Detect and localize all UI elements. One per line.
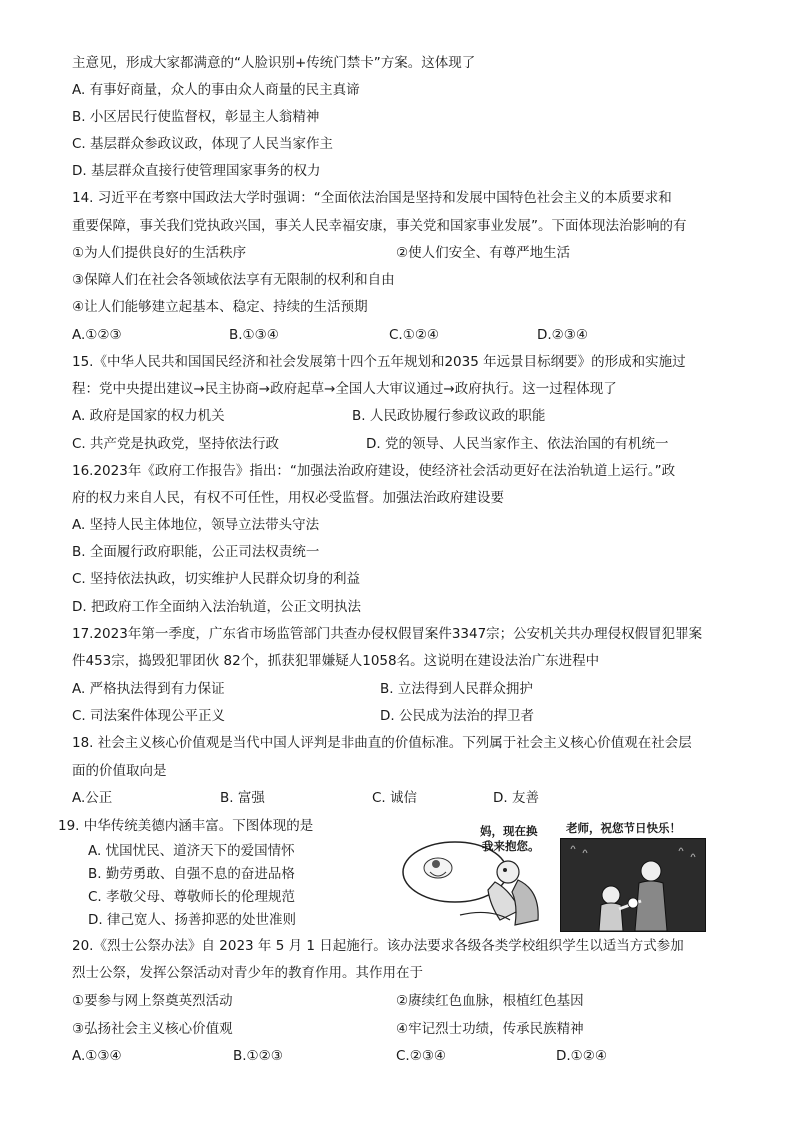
q16-option-d: D. 把政府工作全面纳入法治轨道，公正文明执法 — [72, 599, 361, 615]
q14-option-c: C.①②④ — [389, 327, 440, 343]
q14-stem-line1: 14. 习近平在考察中国政法大学时强调：“全面依法治国是坚持和发展中国特色社会主义的本质要求和 — [72, 190, 672, 206]
q15-option-a: A. 政府是国家的权力机关 — [72, 408, 225, 424]
q13-option-c: C. 基层群众参政议政，体现了人民当家作主 — [72, 136, 334, 152]
cartoon-right — [560, 838, 706, 932]
q17-option-b: B. 立法得到人民群众拥护 — [380, 681, 533, 697]
q15-option-b: B. 人民政协履行参政议政的职能 — [352, 408, 546, 424]
q14-option-b: B.①③④ — [229, 327, 279, 343]
q18-option-a: A.公正 — [72, 790, 113, 806]
q13-option-a: A. 有事好商量，众人的事由众人商量的民主真谛 — [72, 82, 360, 98]
cartoon-left-speech-line2: 我来抱您。 — [482, 839, 540, 853]
q20-statement-4: ④牢记烈士功绩，传承民族精神 — [396, 1021, 584, 1037]
q14-option-a: A.①②③ — [72, 327, 122, 343]
q20-statement-2: ②赓续红色血脉，根植红色基因 — [396, 993, 584, 1009]
q19-option-d: D. 律己宽人、扬善抑恶的处世准则 — [88, 912, 296, 928]
q18-stem-line1: 18. 社会主义核心价值观是当代中国人评判是非曲直的价值标准。下列属于社会主义核心价值观在社会层 — [72, 735, 692, 751]
q13-option-b: B. 小区居民行使监督权，彰显主人翁精神 — [72, 109, 320, 125]
cartoon-right-speech: 老师，祝您节日快乐！ — [566, 821, 681, 835]
q20-statement-1: ①要参与网上祭奠英烈活动 — [72, 993, 233, 1009]
q15-stem-line2: 程：党中央提出建议→民主协商→政府起草→全国人大审议通过→政府执行。这一过程体现了 — [72, 381, 617, 397]
cartoon-right-illustration — [561, 839, 705, 931]
q17-stem-line1: 17.2023年第一季度，广东省市场监管部门共查办侵权假冒案件3347宗；公安机关共办理侵权假冒犯罪案 — [72, 626, 703, 642]
q17-option-c: C. 司法案件体现公平正义 — [72, 708, 226, 724]
q17-option-a: A. 严格执法得到有力保证 — [72, 681, 225, 697]
q13-stem-continuation: 主意见，形成大家都满意的“人脸识别+传统门禁卡”方案。这体现了 — [72, 55, 476, 71]
q16-option-a: A. 坚持人民主体地位，领导立法带头守法 — [72, 517, 320, 533]
q15-option-d: D. 党的领导、人民当家作主、依法治国的有机统一 — [366, 436, 669, 452]
q19-option-a: A. 忧国忧民、道济天下的爱国情怀 — [88, 843, 295, 859]
q15-stem-line1: 15.《中华人民共和国国民经济和社会发展第十四个五年规划和2035 年远景目标纲要》的形成和实施过 — [72, 354, 686, 370]
q20-option-c: C.②③④ — [396, 1048, 447, 1064]
q18-option-b: B. 富强 — [220, 790, 265, 806]
q20-option-d: D.①②④ — [556, 1048, 607, 1064]
q20-option-b: B.①②③ — [233, 1048, 283, 1064]
q20-option-a: A.①③④ — [72, 1048, 122, 1064]
q16-stem-line1: 16.2023年《政府工作报告》指出：“加强法治政府建设，使经济社会活动更好在法治轨道上运行。”政 — [72, 463, 676, 479]
q19-option-c: C. 孝敬父母、尊敬师长的伦理规范 — [88, 889, 296, 905]
q20-stem-line1: 20.《烈士公祭办法》自 2023 年 5 月 1 日起施行。该办法要求各级各类学校组织学生以适当方式参加 — [72, 938, 684, 954]
q16-option-c: C. 坚持依法执政，切实维护人民群众切身的利益 — [72, 571, 361, 587]
q13-option-d: D. 基层群众直接行使管理国家事务的权力 — [72, 163, 321, 179]
q18-option-c: C. 诚信 — [372, 790, 418, 806]
q20-statement-3: ③弘扬社会主义核心价值观 — [72, 1021, 233, 1037]
q15-option-c: C. 共产党是执政党，坚持依法行政 — [72, 436, 280, 452]
cartoon-left-speech-line1: 妈，现在换 — [480, 824, 538, 838]
q14-statement-3: ③保障人们在社会各领域依法享有无限制的权利和自由 — [72, 272, 395, 288]
q14-option-d: D.②③④ — [537, 327, 588, 343]
q16-option-b: B. 全面履行政府职能，公正司法权责统一 — [72, 544, 320, 560]
q14-statement-2: ②使人们安全、有尊严地生活 — [396, 245, 571, 261]
q18-option-d: D. 友善 — [493, 790, 539, 806]
q19-stem: 19. 中华传统美德内涵丰富。下图体现的是 — [58, 818, 314, 834]
q14-stem-line2: 重要保障，事关我们党执政兴国，事关人民幸福安康，事关党和国家事业发展”。下面体现法治影响的有 — [72, 218, 687, 234]
q17-option-d: D. 公民成为法治的捍卫者 — [380, 708, 534, 724]
q16-stem-line2: 府的权力来自人民，有权不可任性，用权必受监督。加强法治政府建设要 — [72, 490, 504, 506]
q20-stem-line2: 烈士公祭，发挥公祭活动对青少年的教育作用。其作用在于 — [72, 965, 423, 981]
q18-stem-line2: 面的价值取向是 — [72, 763, 167, 779]
q14-statement-4: ④让人们能够建立起基本、稳定、持续的生活预期 — [72, 299, 368, 315]
q17-stem-line2: 件453宗，捣毁犯罪团伙 82个，抓获犯罪嫌疑人1058名。这说明在建设法治广东进程中 — [72, 653, 600, 669]
q19-option-b: B. 勤劳勇敢、自强不息的奋进品格 — [88, 866, 295, 882]
q14-statement-1: ①为人们提供良好的生活秩序 — [72, 245, 247, 261]
